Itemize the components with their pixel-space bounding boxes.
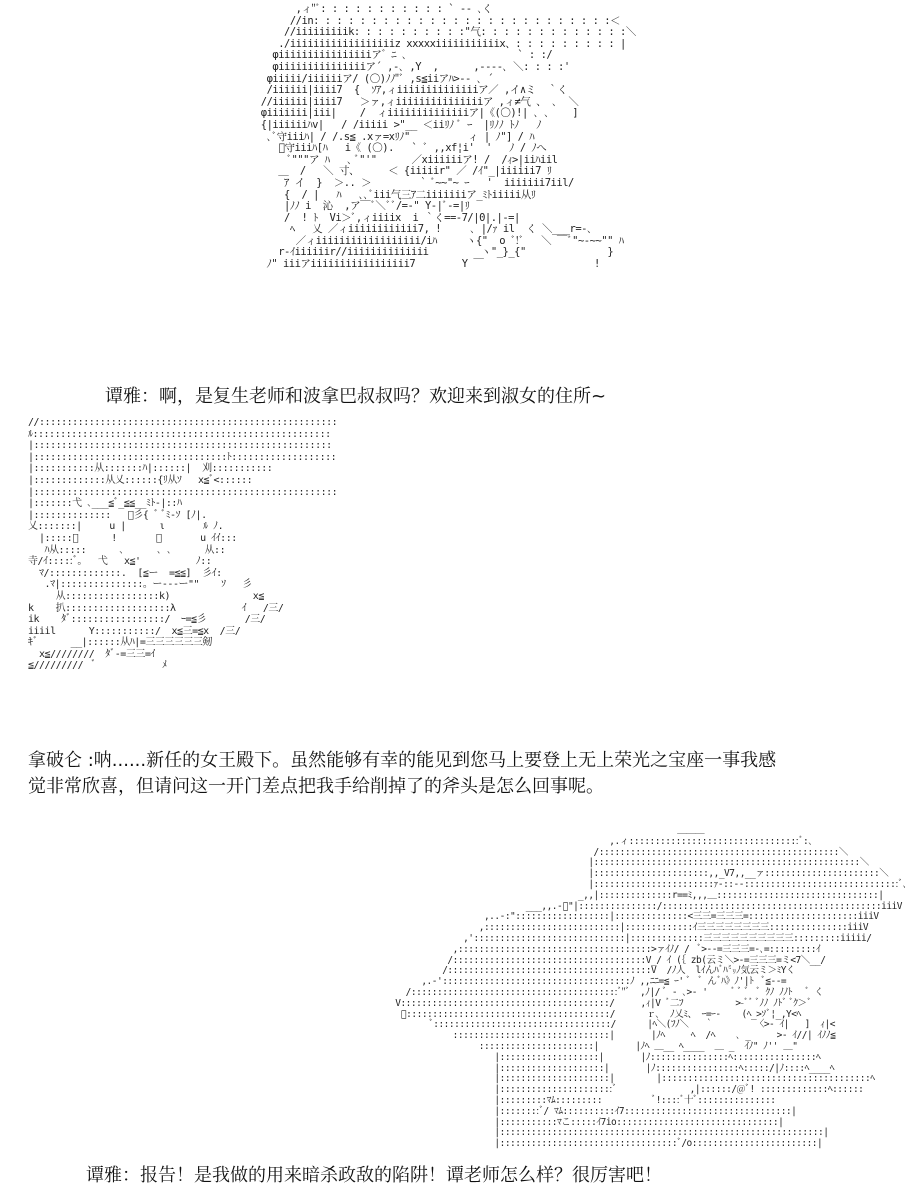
ascii-art-tanya-greeting xyxy=(200,0,636,380)
ascii-art-figure: ,ィ"ﾞ: : : : : : : : : : : ` ‐- ､く //in: : : : : : : : : : : : : : : : : : : : : : : : : :＜ //iiiiiiiiik: : : : : : : : : :"气: : : : : : : : : : : : :＼ ./iiiiiiiiiiiiiiiiiiz xxxxxiiiiiiiiiiix、: : : : : : : : : | φiiiiiiiiiiiiiiiiア゛ﾆ ､ ` : :/ φiiiiiiiiiiiiiiiア´ ,-､ ,Y , ,----､ ＼: : : :' φiiiii/iiiiiiア/ (〇)ﾉﾉ"ﾞ ,s≦iiアﾊ>-- ､ ´ /iiiiii|iiii7 { ｿｱ,ィiiiiiiiiiiiiiiア／ ,イ∧ミ ｀く //iiiiii|iiii7 ＞ァ,ィiiiiiiiiiiiiiiiア ,ィ≠气 、 ､ ＼ φiiiiiii|iii| / ィiiiiiiiiiiiiiiア|《(〇)!| ､ ､ ] {|iiiiiiﾊv| / /iiiii >"__ ＜iiﾘﾉ ﾞ ｰ |ﾘﾉﾉ ﾄﾉ ﾉ ､ﾞ守iiiﾊ| / /.s≦ .xァ=xﾘﾉ" ィ | ﾉ"] / ﾊ ﾞ守iiiﾊ[ﾊ i《 (〇). ` ﾞ ,,xf¦i' ' ﾉ / ﾉへ ﾞ"""ア ﾊ ､ ﾞ"'" ／xiiiiiiア! / /ｨ>|iiﾊiil ＿ / ＼ 寸、 ＜ {iiiiir" ／ /ｲ"_|iiiiii7 ﾘ ｱ イ } ＞.. ＞ ｀ ﾞ~~"~ ｰ ' iiiiiii7iil/ { / | ﾊ ､､ﾞiii气三ｱ二iiiiiiiア_ﾐﾄiiiii从ﾘ |ﾉﾉ i 沁 ,ア￣ﾞ＼ﾞﾞ/=-" Y-|ﾞ-=|ﾘ / ! ﾄ Vi＞ﾞ,ィiiiix i ｀く==-7/|0|.|-=| ﾍ 乂 ／ィiiiiiiiiiiii7, ! ､ |/ｧ il く ＼___r=-､ ／ィiiiiiiiiiiiiiiiiii/iﾊ ヽ{" o ﾞ!ﾞ ＼ ￣ﾞ"~-~~"" ﾊ r-ｲiiiiiir//iiiiiiiiiiiiii ヽ"_}_{" } ﾉ" iiiアiiiiiiiiiiiiiiiii7 Y ￣ ! xyxy=(260,3,636,271)
ascii-art-figure: ＿＿＿ ,.ィ:::::::::::::::::::::::::::::::::ﾞ:､ /::::::::::::::::::::::::::::::::::::::::::::::＼ |:::::::::::::::::::::::::::::::::::::::::::::::::::＼ |::::::::::::::::::::::,,_V7,,__ァ::::::::::::::::::::::＼ |:::::::::::::::::::::::ｧ-::--::::::::::::::::::::::::::::::ﾞ､ _,,|::::::::::::::r==ﾐ,,,＿:::::::::::::::::::::::::::::::| ___,,.-ﾞ"|:::::::::::::::/::::::::::::::::::::::::::::::::::::::::::iiiV ,..-:"::::::::::::::::::|::::::::::::::<三三=三三三=:::::::::::::::::::::iiiV ,::::::::::::::::::::::::::|:::::::::::::ｲ三三三三三三三三:::::::::::::::iiiV ,':::::::::::::::::::::::::::::|::::::::::::::三三三三三三三三三三:::::::::iiiii/ ,:::::::::::::::::::::::::::::::::::::>ァｲﾉ/ / ﾞ>--=三三三=-､=:::::::::ｲ /:::::::::::::::::::::::::::::::::::::V_/ ｲ (｛ zb(云ミ＼>-=三三三=ミ<7＼__/ /:::::::::::::::::::::::::::::::::::::::V /ﾉ人 lｲんﾊﾞﾊ㍉ﾉ気云ミ＞ﾐYく ,.-'::::::::::::::::::::::::::::::::::::ﾉ ,,ﾆﾆ=≦ ｰ' ﾞ ﾞ んﾞﾊ》ﾉ'|ﾄ ﾞ≦--= /::::::::::::::::::::::::::::::::::::::::ﾞ"ﾞ ,ﾉ|/ ﾞ - ､>- ' ﾞ ﾞ ﾞ ﾞ ｸﾉ ﾉﾉﾄ ﾞ く V::::::::::::::::::::::::::::::::::::::::/ ,ｨ|V ﾞ二ﾌ >-ﾞﾞ ﾞﾉﾉ ﾉﾄﾞ ﾞｸ＞ﾞ ﾞ:::::::::::::::::::::::::::::::::::::::/ ｒ､ ﾉ乂ﾐ、 ｰ=ｰ- (ﾍ_>ｿﾞ¦_,Y<ﾍ ﾞ::::::::::::::::::::::::::::::::::/ |ﾍ＼(ﾌﾉ＼ ｀ 〈>- ｲ| ] ｨ|< ::::::::::::::::::::::::::::::| |ﾉﾍ ﾍ /ﾍ ､ _ >- ｲ//| ｲﾉﾉ≦ ::::::::::::::::::::::| |ﾉﾍ ＿__ ﾍ____ ＿ _ ｲﾉ" ﾉ'' ＿" |:::::::::::::::::::| |ﾉ:::::::::::::::ﾍ::::::::::::::::ﾍ |::::::::::::::::::::| |ﾉ::::::::::::::::ﾍ:::::/|ﾉ::::ﾍ____ﾍ |:::::::::::::::::::::| |::::::::::::::::::::::::::::::::::::::::ﾍ |::::::::::::::::::::::ﾞ ,|::::::/@ﾞ! :::::::::::::ﾍ:::::: |:::::::::ﾏﾑ::::::::: ﾞ!::::ﾞ十ﾞ::::::::::::::: |::::::::ﾞ/ ﾏﾑ::::::::::ｲ7::::::::::::::::::::::::::::::::| |:::::::::::ﾏこ:::::ｲ7io:::::::::::::::::::::::::::::::| |::::::::::::::::::::::::::::::::::::::::::::::::::::::::::::::| |::::::::::::::::::::::::::::::::::ﾞ/o::::::::::::::::::::::::| xyxy=(395,825,907,1150)
caption-tanya-report: 谭雅：报告！是我做的用来暗杀政敌的陷阱！谭老师怎么样？很厉害吧！ xyxy=(86,1165,662,1186)
ascii-art-figure: //:::::::::::::::::::::::::::::::::::::::::::::::::::::: ﾙ:::::::::::::::::::::::::::::::::::::::::::::::::::::: |:::::::::::::::::::::::::::::::::::::::::::::::::::::: |:::::::::::::::::::::::::::::::::::ﾄ::::::::::::::::::: |:::::::::::从:::::::ﾊ|::::::| 刈::::::::::: |:::::::::::::从乂::::::{ﾘ从ｿ x≦ﾞ<:::::: |::::::::::::::::::::::::::::::::::::::::::::::::::::::: |:::::::弋 ､___≦ﾞ_≦≦__ﾐﾄ-|::ﾊ |:::::::::::::: ﾞ彡{ ﾞ ﾞﾐ-ｿ [ﾉ|. 乂:::::::| u | ι ﾙ ﾉ. |:::::ﾞ ! ﾞ u ｲｲ::: ﾊ从::::: ､ ､ ､ 从:: 寺/ｲ:::::ﾞ。 弋 x≦' ﾉ:: ﾏ/:::::::::::::. [≦ー =≦≦] 彡ｲ: .ﾏ|:::::::::::::::。ー---ー"" ｿ 彡 从:::::::::::::::::k) x≦ k 扒:::::::::::::::::::λ ｲ /三/ ik ﾀﾞ:::::::::::::::::/ ｰ=≦彡 /三/ iiiil Y:::::::::::/ x≦三=≦x /三/ ｷﾞ __|::::::从ﾊ|=三三三三三三剱 x≦//////// ﾀﾞ-=三三=ｲ ≦///////// ﾞ ﾒ xyxy=(28,417,338,672)
ascii-art-napoleon xyxy=(28,415,338,730)
ascii-art-tanya-report xyxy=(390,820,907,1165)
caption-tanya-greeting: 谭雅：啊，是复生老师和波拿巴叔叔吗？欢迎来到淑女的住所~ xyxy=(105,386,607,407)
caption-napoleon: 拿破仑 :呐......新任的女王殿下。虽然能够有幸的能见到您马上要登上无上荣光之宝座一事我感觉非常欣喜，但请问这一开门差点把我手给削掉了的斧头是怎么回事呢。 xyxy=(28,750,777,797)
